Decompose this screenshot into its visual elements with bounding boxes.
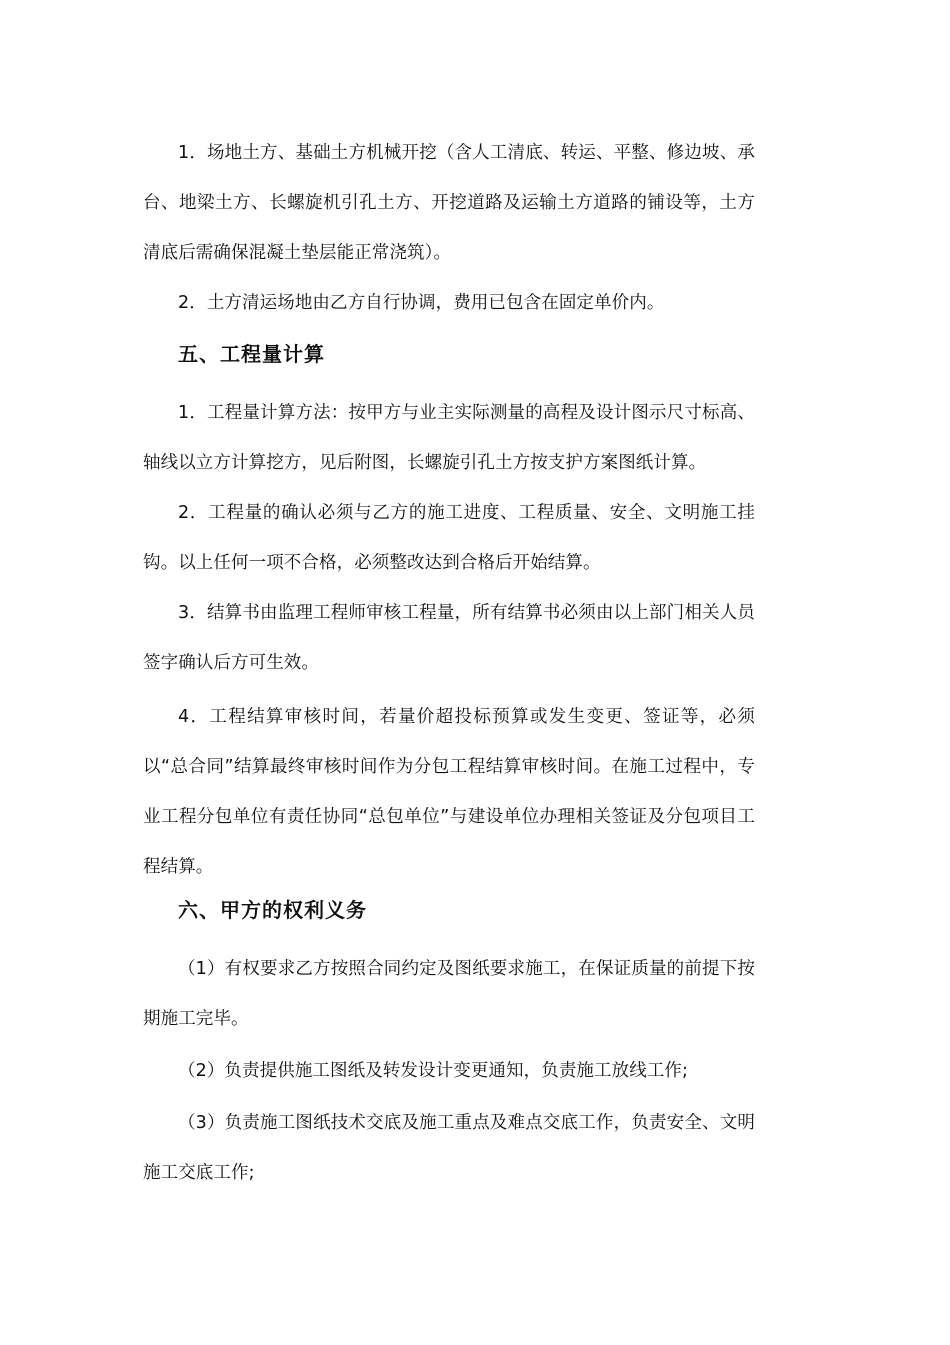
- paragraph-party-a-right-2: （2）负责提供施工图纸及转发设计变更通知，负责施工放线工作;: [178, 1061, 689, 1081]
- section-heading-quantity-calculation: 五、工程量计算: [178, 342, 325, 366]
- paragraph-earthwork-scope: 1．场地土方、基础土方机械开挖（含人工清底、转运、平整、修边坡、承台、地梁土方、长螺旋机引孔土方、开挖道路及运输土方道路的铺设等，土方清底后需确保混凝土垫层能正常浇筑）。: [143, 143, 755, 263]
- section-heading-party-a-rights: 六、甲方的权利义务: [178, 898, 367, 922]
- paragraph-quantity-method: 1．工程量计算方法：按甲方与业主实际测量的高程及设计图示尺寸标高、轴线以立方计算挖方，见后附图，长螺旋引孔土方按支护方案图纸计算。: [143, 403, 755, 473]
- paragraph-party-a-right-3: （3）负责施工图纸技术交底及施工重点及难点交底工作，负责安全、文明施工交底工作;: [143, 1113, 755, 1183]
- paragraph-settlement-review: 3．结算书由监理工程师审核工程量，所有结算书必须由以上部门相关人员签字确认后方可生效。: [143, 603, 755, 673]
- paragraph-party-a-right-1: （1）有权要求乙方按照合同约定及图纸要求施工，在保证质量的前提下按期施工完毕。: [143, 959, 755, 1029]
- paragraph-settlement-timing: 4．工程结算审核时间，若量价超投标预算或发生变更、签证等，必须以“总合同”结算最终审核时间作为分包工程结算审核时间。在施工过程中，专业工程分包单位有责任协同“总包单位”与建设单位办理相关签证及分包项目工程结算。: [143, 707, 755, 877]
- paragraph-earthwork-disposal: 2．土方清运场地由乙方自行协调，费用已包含在固定单价内。: [178, 293, 665, 313]
- paragraph-quantity-confirmation: 2．工程量的确认必须与乙方的施工进度、工程质量、安全、文明施工挂钩。以上任何一项不合格，必须整改达到合格后开始结算。: [143, 503, 755, 573]
